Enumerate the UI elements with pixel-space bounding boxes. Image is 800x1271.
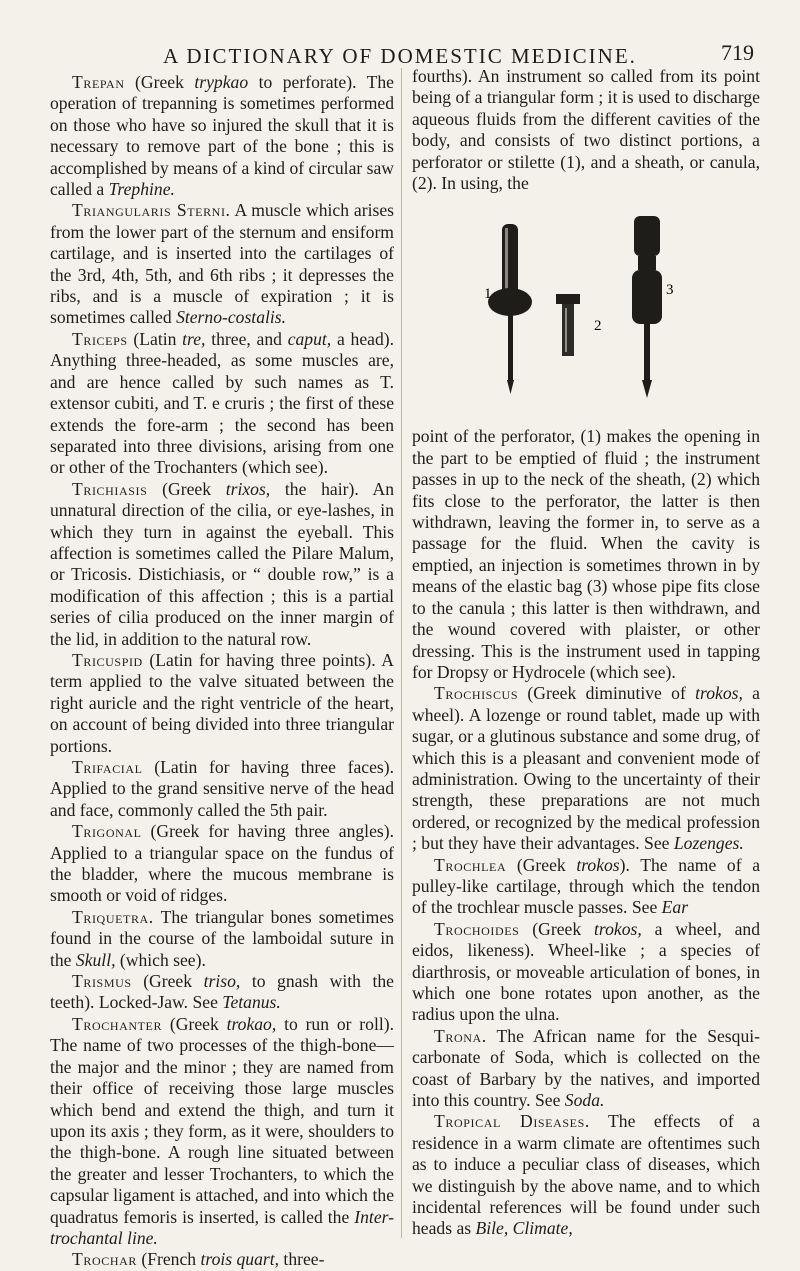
dictionary-entry [412, 855, 760, 919]
entry-text: three- [279, 1249, 325, 1270]
entry-italic: Skull, [75, 949, 116, 970]
entry-italic: trokos, [695, 683, 743, 704]
entry-text: (Greek [147, 478, 226, 499]
entry-headword: Triceps [72, 328, 128, 349]
entry-headword: Triangularis Sterni. [72, 200, 231, 221]
entry-italic: Ear [661, 897, 689, 918]
entry-headword: Trochar [72, 1249, 137, 1270]
trochar-illustration [474, 198, 694, 418]
entry-text: (Latin for having three points). A term applied to the valve situated between the right auricle and the right ventricle of the heart, on account of being divided into three triangular portions. [50, 649, 394, 756]
entry-text: (French [136, 1249, 201, 1270]
figure-label-1: 1 [484, 286, 492, 303]
entry-text: to gnash with the teeth). Locked-Jaw. See [50, 971, 394, 1013]
entry-italic: trokos [576, 854, 620, 875]
right-column [412, 66, 760, 1240]
entry-text: ). The name of a pulley-like cartilage, through which the tendon of the trochlear muscle passes. See [412, 854, 761, 918]
figure-label-2: 2 [594, 318, 602, 335]
dictionary-entry [50, 1249, 394, 1270]
page-number: 719 [721, 40, 754, 65]
entry-text: (Greek [124, 72, 195, 92]
entry-headword: Trona. [434, 1025, 487, 1046]
dictionary-entry [50, 200, 394, 328]
entry-headword: Tricuspid [72, 649, 143, 670]
entry-italic: tre, [182, 328, 206, 349]
dictionary-entry [412, 1026, 760, 1112]
dictionary-entry [50, 907, 394, 971]
entry-italic: Tetanus. [222, 992, 281, 1013]
perforator-drawing [488, 224, 532, 394]
trochar-figure [412, 198, 760, 418]
entry-text: (Latin for having three faces). Applied to the grand sensitive nerve of the head and face, commonly called the 5th pair. [50, 757, 394, 820]
trochar-continuation: fourths). An instrument so called from its point being of a triangular form ; it is used to discharge aqueous fluids from the different cavities of the body, and consists of two distinct portions, a perforator or stilette (1), and a sheath, or canula, (2). In using, the [412, 66, 760, 194]
dictionary-entry [412, 683, 760, 854]
entry-text: (Greek for having three angles). Applied to a triangular space on the fundus of the bladder, where the mucous membrane is smooth or void of ridges. [50, 821, 394, 906]
entry-text: The African name for the Sesqui-carbonate of Soda, which is collected on the coast of Barbary by the natives, and imported into this country. See [412, 1025, 760, 1111]
entry-text: The triangular bones sometimes found in the course of the lamboidal suture in the [50, 906, 394, 970]
entry-text: (Greek [131, 971, 204, 992]
entry-text: A muscle which arises from the lower part of the sternum and ensiform cartilage, and is inserted into the cartilages of the 3rd, 4th, 5th, and 6th ribs ; it depresses the ribs, and is a muscle of expiration ; it is sometimes called [50, 200, 394, 328]
entry-headword: Trichiasis [72, 478, 148, 499]
entry-italic: trokao, [226, 1013, 277, 1034]
entry-italic: Soda. [564, 1090, 605, 1111]
entry-italic: trokos, [594, 918, 642, 939]
entry-text: (which see). [115, 949, 206, 970]
dictionary-entry [50, 971, 394, 1014]
entry-text: three, and [205, 328, 288, 349]
entry-italic: caput, [287, 328, 332, 349]
dictionary-entry [50, 821, 394, 907]
left-column [50, 72, 394, 1271]
entry-headword: Trochanter [72, 1013, 163, 1034]
entry-italic: Lozenges. [673, 833, 744, 854]
entry-text: (Greek [162, 1013, 227, 1034]
dictionary-entry [50, 329, 394, 479]
entry-headword: Trifacial [72, 757, 143, 777]
dictionary-entry [412, 1111, 760, 1239]
entry-text: the hair). An unnatural direction of the cilia, or eye-lashes, in which they turn in against the eyeball. This affection is sometimes called the Pilare Malum, or Tricosis. Distichiasis, or “ double row,” is a modification of this affection ; this is a partial series of cilia produced on the inner margin of the lid, in addition to the natural row. [50, 478, 394, 649]
entry-italic: triso, [203, 971, 241, 992]
entry-text: (Latin [127, 328, 183, 349]
right-entries [412, 683, 760, 1240]
entry-italic: trixos, [225, 478, 271, 499]
entry-text: to perforate). The operation of trepanning is sometimes performed on those who have so injured the skull that it is necessary to remove part of the bone ; this is accomplished by means of a kind of circular saw called a [50, 72, 394, 200]
dictionary-entry [50, 650, 394, 757]
canula-drawing [556, 294, 580, 356]
entry-italic: Sterno-costalis. [176, 307, 287, 328]
entry-headword: Trochlea [434, 854, 507, 875]
entry-italic: trois quart, [200, 1249, 280, 1270]
dictionary-entry [50, 757, 394, 821]
entry-headword: Tropical Diseases. [434, 1111, 590, 1132]
dictionary-entry [50, 479, 394, 650]
column-divider [401, 68, 402, 1238]
entry-text: (Greek [506, 854, 577, 875]
entry-headword: Trochiscus [434, 683, 519, 704]
entry-text: a wheel). A lozenge or round tablet, made up with sugar, or a glutinous substance and some drug, of which this is a pleasant and convenient mode of administration. Owing to the uncertainty of their strength, these preparations are not much ordered, or recognized by the medical profession ; but they have their advantages. See [412, 683, 760, 854]
entry-headword: Trochoides [434, 918, 520, 939]
entry-text: a head). Anything three-headed, as some muscles are, and are hence called by such names as T. extensor cubiti, and T. e cruris ; the first of these extends the fore-arm ; the second has been separated into three divisions, arising from one or other of the Trochanters (which see). [50, 328, 394, 478]
entry-headword: Trismus [72, 971, 132, 992]
entry-italic: trypkao [194, 72, 249, 92]
entry-text: (Greek [519, 918, 595, 939]
entry-text: (Greek diminutive of [518, 683, 696, 704]
entry-text: The effects of a residence in a warm climate are oftentimes such as to induce a peculiar class of diseases, which we distinguish by the above name, and to which incidental references will be found under such heads as [412, 1111, 761, 1239]
figure-label-3: 3 [666, 282, 674, 299]
entry-text: to run or roll). The name of two processes of the thigh-bone—the major and the minor ; they are named from their office of receiving those large muscles which bend and extend the thigh, and turn it upon its axis ; they form, as it were, shoulders to the thigh-bone. A rough line situated between the greater and lesser Trochanters, to which the capsular ligament is attached, and into which the quadratus femoris is inserted, is called the [50, 1013, 394, 1227]
entry-italic: Trephine. [108, 179, 175, 200]
dictionary-entry [50, 1014, 394, 1249]
running-title: A DICTIONARY OF DOMESTIC MEDICINE. [163, 44, 637, 68]
entry-text: a wheel, and eidos, likeness). Wheel-like ; a species of diarthrosis, or moveable articulation of bones, in which one bone rotates upon another, as the radius upon the ulna. [412, 918, 760, 1025]
page-header [0, 18, 800, 68]
dictionary-entry [412, 919, 760, 1026]
elastic-bag-drawing [632, 216, 662, 398]
entry-headword: Triquetra. [72, 906, 154, 927]
dictionary-entry [50, 72, 394, 200]
entry-italic: Bile, Climate, [475, 1218, 573, 1239]
entry-headword: Trigonal [72, 821, 142, 842]
entry-italic: Inter-trochantal line. [50, 1206, 394, 1248]
entry-headword: Trepan [72, 72, 125, 92]
trochar-usage: point of the perforator, (1) makes the opening in the part to be emptied of fluid ; the instrument passes in up to the neck of the sheath, (2) which fits close to the perforator, the latter is then withdrawn, leaving the former in, to serve as a passage for the fluid. When the cavity is emptied, an injection is sometimes thrown in by means of the elastic bag (3) whose pipe fits close to the canula ; this latter is then withdrawn, and the wound covered with plaister, or other dressing. This is the instrument used in tapping for Dropsy or Hydrocele (which see). [412, 426, 760, 682]
